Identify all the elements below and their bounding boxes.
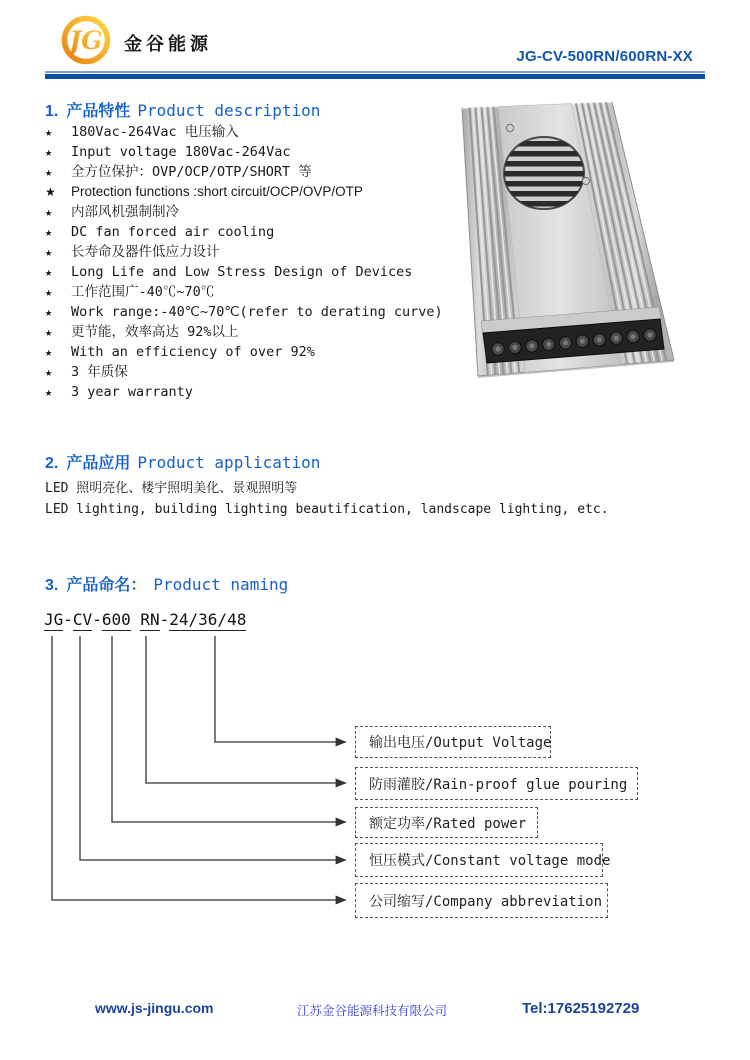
section-2-title <box>45 450 320 473</box>
star-icon: ★ <box>45 345 53 359</box>
bullet-item <box>45 322 445 342</box>
model-separator <box>131 610 141 629</box>
naming-label-constant-voltage <box>355 843 611 877</box>
section-3-title-cn: 产品命名： <box>66 577 147 594</box>
bullet-item <box>45 202 445 222</box>
label-text: 恒压模式/Constant voltage mode <box>369 853 611 869</box>
bullet-item <box>45 382 445 402</box>
star-icon: ★ <box>45 365 53 379</box>
star-icon: ★ <box>45 125 53 139</box>
logo-monogram: JG <box>69 26 103 55</box>
section-2-title-cn: 产品应用 <box>66 455 131 472</box>
star-icon: ★ <box>45 325 53 339</box>
star-icon: ★ <box>45 145 53 159</box>
screw-icon <box>506 124 513 131</box>
model-token-mode: CV <box>72 610 93 629</box>
naming-label-output-voltage <box>355 726 551 758</box>
model-token-company: JG <box>44 610 64 629</box>
screw-icon <box>582 177 589 184</box>
model-separator: - <box>63 610 73 629</box>
star-icon: ★ <box>45 285 53 299</box>
feature-bullet-list <box>45 122 445 402</box>
naming-connector-lines <box>40 630 360 930</box>
product-code: JG-CV-500RN/600RN-XX <box>516 48 693 65</box>
application-line-en: LED lighting, building lighting beautification, landscape lighting, etc. <box>45 502 609 517</box>
bullet-text: 3 year warranty <box>71 384 193 400</box>
bullet-item <box>45 162 445 182</box>
application-line-cn: LED 照明亮化、楼宇照明美化、景观照明等 <box>45 481 298 496</box>
bullet-item <box>45 122 445 142</box>
bullet-text: 3 年质保 <box>71 364 128 380</box>
section-2-number: 2. <box>45 455 59 472</box>
footer-company-name: 江苏金谷能源科技有限公司 <box>297 1004 448 1018</box>
company-name-cn: 金谷能源 <box>124 34 212 55</box>
bullet-item <box>45 242 445 262</box>
model-code <box>44 610 246 629</box>
bullet-text: 长寿命及器件低应力设计 <box>71 244 220 260</box>
bullet-text: 全方位保护：OVP/OCP/OTP/SHORT 等 <box>71 164 312 180</box>
bullet-text: Work range:-40℃~70℃(refer to derating curve) <box>71 304 443 320</box>
section-3-number: 3. <box>45 577 59 594</box>
model-separator: - <box>159 610 170 629</box>
section-3-title <box>45 572 288 595</box>
bullet-item <box>45 362 445 382</box>
company-logo-icon <box>58 13 118 67</box>
bullet-text: 工作范围广-40℃~70℃ <box>71 284 215 300</box>
star-icon: ★ <box>45 165 53 179</box>
naming-label-rated-power <box>355 807 538 838</box>
power-supply-photo <box>448 95 688 390</box>
header-rule <box>45 74 705 79</box>
bullet-text: 180Vac-264Vac 电压输入 <box>71 124 239 140</box>
label-text: 输出电压/Output Voltage <box>369 735 552 751</box>
bullet-text: DC fan forced air cooling <box>71 224 275 240</box>
bullet-text: With an efficiency of over 92% <box>71 344 315 360</box>
bullet-item <box>45 222 445 242</box>
label-text: 公司缩写/Company abbreviation <box>369 893 603 910</box>
star-icon: ★ <box>45 385 53 399</box>
bullet-text: Long Life and Low Stress Design of Devices <box>71 264 413 280</box>
naming-label-company-abbr <box>355 883 608 918</box>
bullet-text: Input voltage 180Vac-264Vac <box>71 144 291 160</box>
footer <box>0 1000 750 1024</box>
header-rule-light <box>45 71 705 73</box>
model-token-voltage: 24/36/48 <box>169 610 247 629</box>
footer-website: www.js-jingu.com <box>95 1000 214 1016</box>
section-1-title <box>45 98 320 121</box>
label-text: 额定功率/Rated power <box>369 815 527 832</box>
label-text: 防雨灌胶/Rain-proof glue pouring <box>369 776 628 793</box>
star-icon: ★ <box>45 305 53 319</box>
bullet-text: 内部风机强制制冷 <box>71 204 179 220</box>
model-token-rainproof: RN <box>140 610 160 629</box>
model-token-power: 600 <box>101 610 131 629</box>
section-1-title-en: Product description <box>137 101 321 120</box>
application-text <box>45 478 609 520</box>
bullet-text: Protection functions :short circuit/OCP/OVP/OTP <box>71 184 363 199</box>
bullet-item <box>45 342 445 362</box>
star-icon: ★ <box>45 205 53 219</box>
naming-label-rainproof <box>355 767 638 800</box>
section-2-title-en: Product application <box>137 453 321 472</box>
bullet-item <box>45 142 445 162</box>
star-icon: ★ <box>45 185 56 199</box>
bullet-item <box>45 282 445 302</box>
section-1-number: 1. <box>45 103 59 120</box>
star-icon: ★ <box>45 265 53 279</box>
section-1-title-cn: 产品特性 <box>66 103 131 120</box>
bullet-item <box>45 262 445 282</box>
star-icon: ★ <box>45 245 53 259</box>
bullet-item <box>45 182 445 202</box>
footer-telephone: Tel:17625192729 <box>522 1000 640 1017</box>
bullet-item <box>45 302 445 322</box>
section-3-title-en: Product naming <box>153 575 289 594</box>
bullet-text: 更节能，效率高达 92%以上 <box>71 324 239 340</box>
star-icon: ★ <box>45 225 53 239</box>
model-separator: - <box>92 610 102 629</box>
